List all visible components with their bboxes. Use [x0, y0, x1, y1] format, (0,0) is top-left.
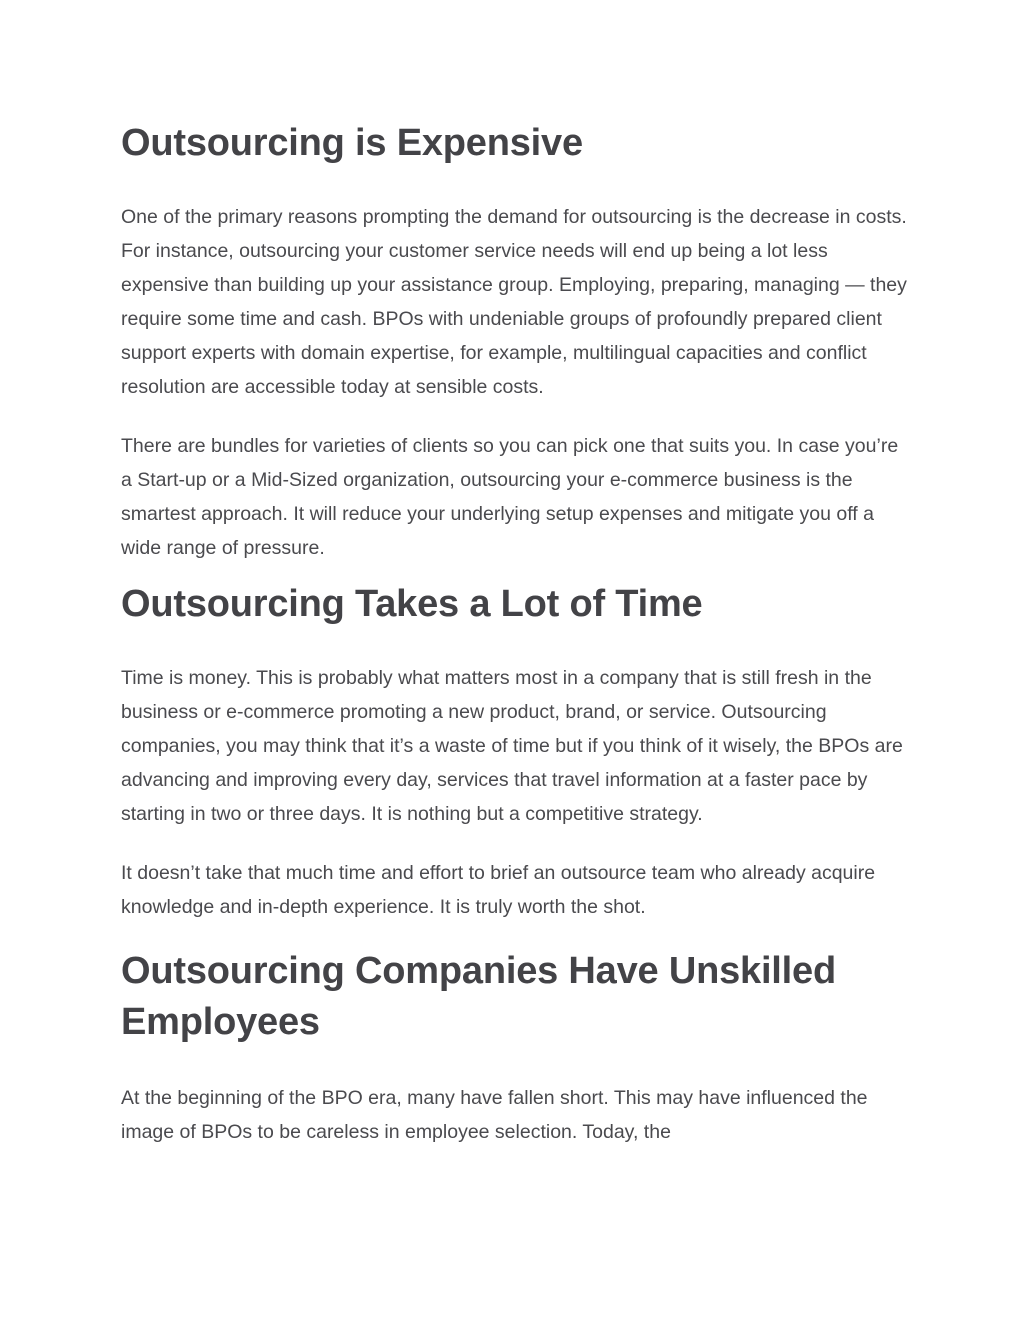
section-heading-unskilled-employees: Outsourcing Companies Have Unskilled Employees: [121, 950, 836, 1043]
paragraph: One of the primary reasons prompting the demand for outsourcing is the decrease in costs. For instance, outsourcing your customer service needs will end up being a lot less expensive than building up your assistance group. Employing, preparing, managing — they require some time and cash. BPOs with undeniable groups of profoundly prepared client support experts with domain expertise, for example, multilingual capacities and conflict resolution are accessible today at sensible costs.: [121, 206, 907, 398]
section-heading-outsourcing-expensive: Outsourcing is Expensive: [121, 122, 583, 164]
document-page: [121, 118, 911, 1149]
paragraph: Time is money. This is probably what matters most in a company that is still fresh in the business or e-commerce promoting a new product, brand, or service. Outsourcing companies, you may think that it’s a waste of time but if you think of it wisely, the BPOs are advancing and improving every day, services that travel information at a faster pace by starting in two or three days. It is nothing but a competitive strategy.: [121, 667, 903, 825]
paragraph: It doesn’t take that much time and effort to brief an outsource team who already acquire knowledge and in-depth experience. It is truly worth the shot.: [121, 862, 876, 918]
section-heading-outsourcing-time: Outsourcing Takes a Lot of Time: [121, 583, 703, 625]
paragraph: At the beginning of the BPO era, many have fallen short. This may have influenced the image of BPOs to be careless in employee selection. Today, the: [121, 1087, 868, 1143]
paragraph: There are bundles for varieties of clients so you can pick one that suits you. In case you’re a Start-up or a Mid-Sized organization, outsourcing your e-commerce business is the smartest approach. It will reduce your underlying setup expenses and mitigate you off a wide range of pressure.: [121, 435, 899, 559]
